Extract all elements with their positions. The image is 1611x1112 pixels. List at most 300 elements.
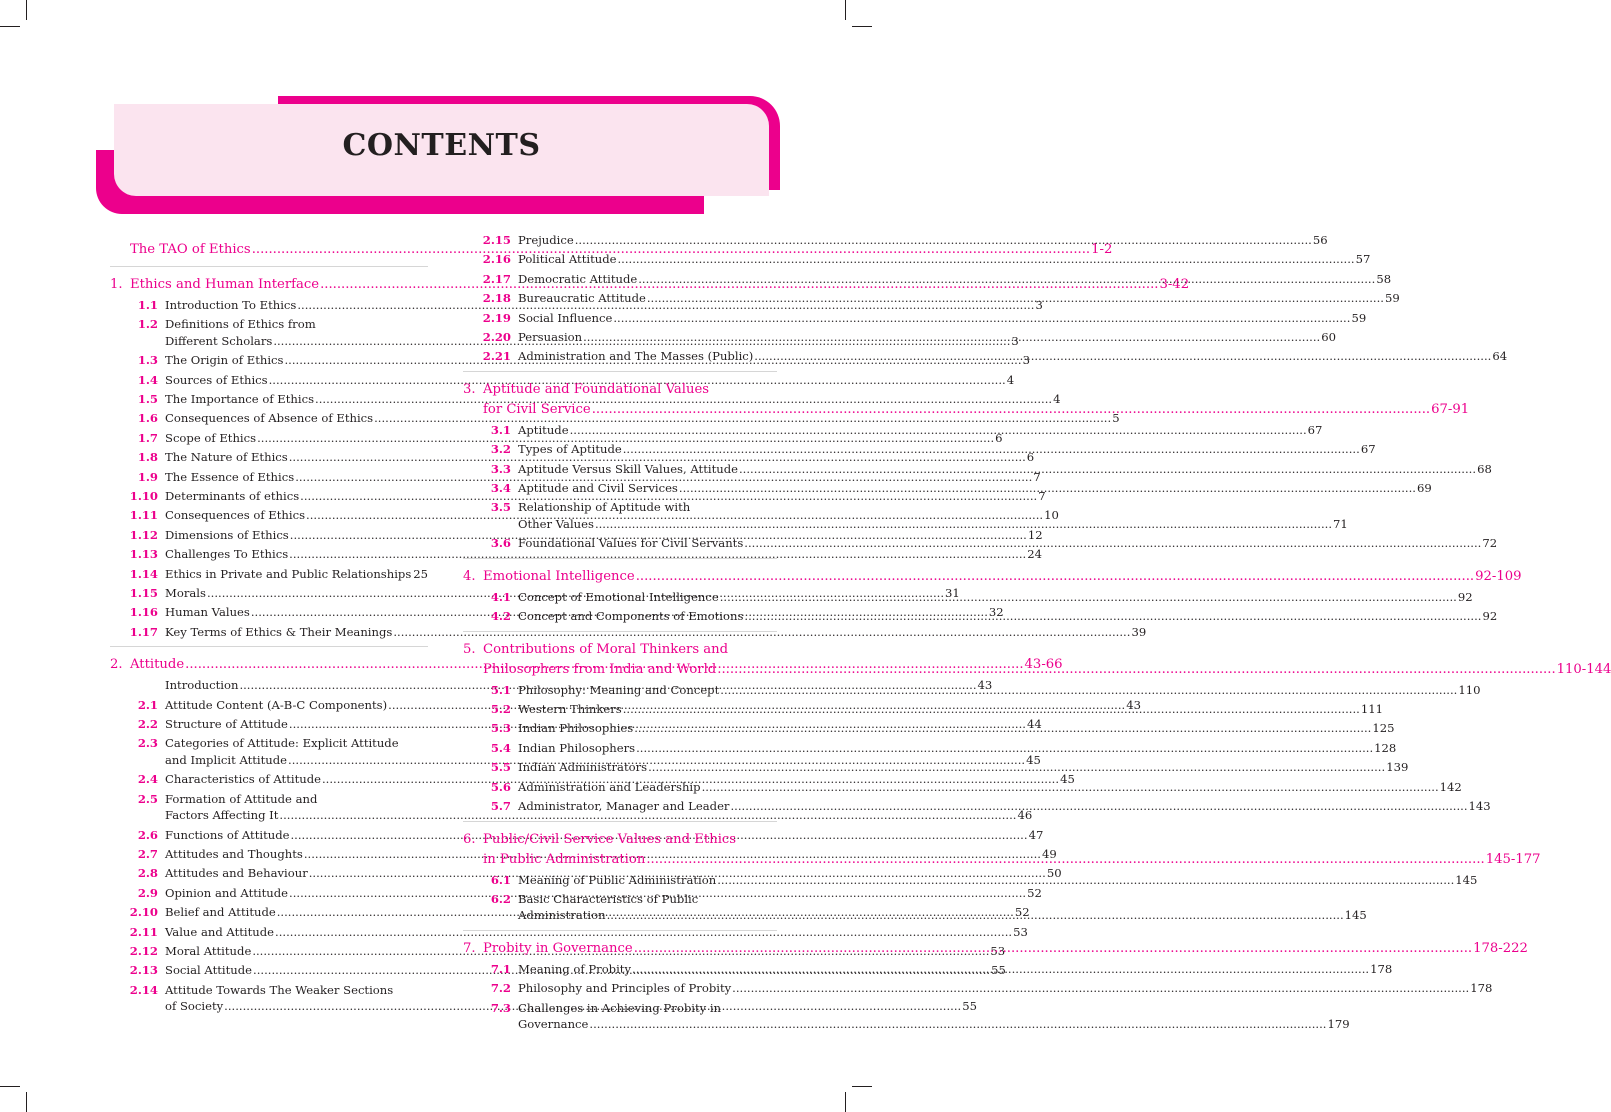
entry-title-line <box>165 624 1147 641</box>
entry-title: Attitude Content (A-B-C Components) <box>165 697 388 712</box>
entry-title: Consequences of Absence of Ethics <box>165 411 374 426</box>
entry-title-block <box>165 391 1061 408</box>
entry-page: 46 <box>1017 808 1033 823</box>
entry-page: 50 <box>1046 866 1062 881</box>
entry-page: 55 <box>991 963 1006 978</box>
entry-title-line <box>518 480 1432 497</box>
entry-title-line <box>518 461 1492 478</box>
chapter-pages: 145-177 <box>1485 851 1541 867</box>
entry-number: 5.3 <box>490 721 511 736</box>
entry-title-block <box>165 469 1041 486</box>
entry-title: Foundational Values for Civil Servants <box>518 536 744 551</box>
entry-page: 39 <box>1131 624 1147 639</box>
chapter-title: Public/Civil Service Values and Ethics <box>483 831 737 847</box>
entry-title-block <box>518 290 1400 307</box>
leader-dots <box>583 329 1320 346</box>
entry-page: 31 <box>945 585 960 600</box>
entry-title-line <box>165 566 428 583</box>
chapter-title: for Civil Service <box>483 401 591 417</box>
leader-dots <box>720 682 1457 699</box>
entry-title: Scope of Ethics <box>165 430 257 445</box>
entry-title-block <box>518 422 1323 439</box>
entry-title: Attitude Towards The Weaker Sections <box>165 982 394 997</box>
entry-number: 2.5 <box>137 791 158 806</box>
entry-page: 55 <box>962 999 977 1014</box>
toc-entry[interactable] <box>463 441 1376 458</box>
entry-title: Belief and Attitude <box>165 905 276 920</box>
leader-dots <box>648 759 1385 776</box>
entry-title: Introduction To Ethics <box>165 298 297 312</box>
leader-dots <box>638 271 1375 288</box>
entry-title: Indian Philosophers <box>518 740 636 755</box>
leader-dots <box>623 701 1360 718</box>
entry-number: 2.15 <box>482 233 511 247</box>
entry-title: Sources of Ethics <box>165 372 268 387</box>
entry-title: Challenges in Achieving Probity in <box>518 1000 722 1015</box>
entry-page: 43 <box>977 678 993 693</box>
entry-page: 128 <box>1374 740 1397 755</box>
crop-mark <box>0 1086 20 1087</box>
entry-number: 1.13 <box>129 547 158 562</box>
entry-title: Human Values <box>165 605 250 620</box>
leader-dots <box>730 798 1467 815</box>
chapter-title-line <box>483 567 1522 587</box>
entry-title: Administrator, Manager and Leader <box>518 799 730 814</box>
toc-chapter[interactable] <box>463 567 1522 587</box>
entry-number: 1.5 <box>137 392 158 407</box>
entry-number: 1.8 <box>137 450 158 465</box>
entry-title-block <box>518 480 1432 497</box>
chapter-title: Contributions of Moral Thinkers and <box>483 641 729 657</box>
crop-mark <box>845 1092 846 1112</box>
entry-page: 64 <box>1492 349 1508 364</box>
entry-title: Political Attitude <box>518 252 617 267</box>
entry-title-line <box>165 791 428 808</box>
toc-entry[interactable] <box>463 535 1498 552</box>
entry-page: 142 <box>1439 779 1462 794</box>
entry-title-line <box>518 251 1371 268</box>
entry-page: 52 <box>1014 905 1030 920</box>
entry-title: The Origin of Ethics <box>165 353 284 368</box>
entry-title: Western Thinkers <box>518 702 622 717</box>
entry-title: Concept and Components of Emotions <box>518 609 744 624</box>
entry-title: The Essence of Ethics <box>165 469 295 484</box>
entry-number: 3.3 <box>490 461 511 476</box>
entry-number: 5.7 <box>490 799 511 814</box>
entry-page: 10 <box>1044 508 1059 523</box>
entry-title: Consequences of Ethics <box>165 508 306 523</box>
toc-entry[interactable] <box>110 469 1041 486</box>
entry-number: 1.2 <box>137 317 158 332</box>
chapter-title-line <box>483 660 1611 680</box>
entry-title-line <box>518 441 1376 458</box>
entry-page: 3 <box>1022 353 1030 368</box>
entry-title: Philosophy: Meaning and Concept <box>518 682 720 697</box>
section-divider <box>463 371 777 372</box>
entry-title-block <box>518 232 1328 249</box>
entry-title: Morals <box>165 585 206 600</box>
leader-dots <box>589 1016 1326 1033</box>
entry-title-line <box>518 798 1491 815</box>
entry-title-line <box>165 410 1120 427</box>
chapter-title-block <box>483 380 1469 420</box>
entry-page: 92 <box>1457 589 1473 604</box>
toc-entry[interactable] <box>463 232 1328 249</box>
entry-number: 1.14 <box>129 566 158 581</box>
leader-dots <box>607 907 1344 924</box>
entry-page: 110 <box>1458 682 1481 697</box>
toc-entry[interactable] <box>463 251 1371 268</box>
toc-entry[interactable] <box>463 348 1508 365</box>
chapter-pages: 92-109 <box>1475 568 1522 584</box>
entry-title-line <box>518 740 1397 757</box>
section-divider <box>110 266 428 267</box>
entry-title-line <box>165 982 428 999</box>
entry-title: Indian Administrators <box>518 760 648 775</box>
entry-number: 3.6 <box>490 536 511 551</box>
entry-title-block <box>165 624 1147 641</box>
chapter-number: 4. <box>463 568 476 584</box>
entry-page: 44 <box>1026 717 1042 732</box>
entry-title-block <box>518 441 1376 458</box>
chapter-title-line <box>483 400 1469 420</box>
entry-page: 67 <box>1307 422 1323 437</box>
entry-title: Indian Philosophies <box>518 721 634 736</box>
entry-number: 7.3 <box>490 1000 511 1015</box>
entry-title: Introduction <box>165 678 239 693</box>
entry-title-line <box>518 535 1498 552</box>
leader-dots <box>636 567 1474 587</box>
crop-mark <box>0 26 20 27</box>
leader-dots <box>754 348 1491 365</box>
entry-title-block <box>518 329 1336 346</box>
chapter-title-line <box>483 850 1541 870</box>
toc-entry[interactable] <box>110 566 428 583</box>
entry-title: of Society <box>165 999 224 1014</box>
entry-title-line <box>518 348 1508 365</box>
entry-title-line <box>165 807 1033 824</box>
entry-title-line <box>518 516 1348 533</box>
entry-number: 2.2 <box>137 717 158 732</box>
toc-entry[interactable] <box>110 430 1003 447</box>
entry-page: 59 <box>1384 291 1400 306</box>
chapter-title-block <box>483 830 1541 870</box>
chapter-title-line <box>483 380 1469 400</box>
chapter-number: 3. <box>463 381 476 397</box>
entry-page: 69 <box>1416 481 1432 496</box>
chapter-title-block <box>483 640 1611 680</box>
chapter-title: Ethics and Human Interface <box>130 277 320 292</box>
entry-page: 125 <box>1372 721 1395 736</box>
crop-mark <box>845 0 846 20</box>
entry-page: 4 <box>1053 392 1061 407</box>
entry-title-line <box>165 430 1003 447</box>
toc-entry[interactable] <box>463 980 1493 997</box>
entry-title: Attitudes and Thoughts <box>165 846 303 861</box>
entry-title-block <box>518 461 1492 478</box>
entry-page: 49 <box>1041 846 1057 861</box>
entry-title: Philosophy and Principles of Probity <box>518 981 732 996</box>
entry-title-block <box>518 798 1491 815</box>
chapter-pages: 67-91 <box>1431 401 1470 417</box>
chapter-title-line <box>483 830 1541 850</box>
entry-page: 145 <box>1344 908 1367 923</box>
entry-title-line <box>518 232 1328 249</box>
entry-title-block <box>165 566 428 583</box>
entry-title-block <box>518 535 1498 552</box>
entry-number: 5.2 <box>490 702 511 717</box>
entry-page: 45 <box>1026 752 1041 767</box>
entry-page: 143 <box>1468 799 1491 814</box>
chapter-title-line <box>483 640 1611 660</box>
entry-title-line <box>165 735 428 752</box>
entry-title: Democratic Attitude <box>518 271 638 286</box>
toc-entry[interactable] <box>110 624 1147 641</box>
chapter-title: in Public Administration <box>483 851 646 867</box>
chapter-number: 7. <box>463 940 476 956</box>
entry-title: Definitions of Ethics from <box>165 317 316 332</box>
entry-number: 2.3 <box>137 736 158 751</box>
entry-page: 52 <box>1027 885 1042 900</box>
entry-title: Different Scholars <box>165 333 273 348</box>
entry-number: 1.15 <box>129 585 158 600</box>
entry-title: Attitudes and Behaviour <box>165 866 308 881</box>
entry-number: 2.13 <box>129 963 158 978</box>
entry-title: Opinion and Attitude <box>165 885 289 900</box>
leader-dots <box>744 535 1481 552</box>
entry-title-line <box>518 422 1323 439</box>
chapter-title: Probity in Governance <box>483 940 633 956</box>
entry-title-line <box>518 1000 777 1017</box>
entry-page: 178 <box>1470 981 1493 996</box>
entry-page: 57 <box>1355 252 1371 267</box>
entry-title-block <box>165 410 1120 427</box>
toc-entry[interactable] <box>463 310 1367 327</box>
section-divider <box>110 646 428 647</box>
entry-page: 6 <box>995 430 1003 445</box>
entry-title: Aptitude and Civil Services <box>518 481 678 496</box>
entry-number: 1.10 <box>129 489 158 504</box>
toc-entry[interactable] <box>463 798 1491 815</box>
entry-page: 72 <box>1482 536 1498 551</box>
entry-number: 1.3 <box>137 353 158 368</box>
crop-mark <box>26 0 27 20</box>
entry-number: 4.2 <box>490 609 511 624</box>
entry-page: 60 <box>1321 329 1336 344</box>
entry-title-line <box>165 391 1061 408</box>
chapter-number <box>110 240 130 260</box>
section-divider <box>463 930 777 931</box>
leader-dots <box>732 980 1469 997</box>
entry-page: 3 <box>1011 333 1019 348</box>
entry-title-block <box>165 924 1028 941</box>
entry-title: Factors Affecting It <box>165 808 279 823</box>
entry-page: 56 <box>1312 233 1328 247</box>
chapter-title: The TAO of Ethics <box>130 242 251 257</box>
entry-number: 2.9 <box>137 885 158 900</box>
leader-dots <box>679 480 1416 497</box>
entry-number: 2.17 <box>482 271 511 286</box>
entry-page: 47 <box>1028 827 1044 842</box>
entry-number: 2.6 <box>137 827 158 842</box>
leader-dots <box>618 251 1355 268</box>
toc-entry[interactable] <box>463 461 1492 478</box>
page-title: CONTENTS <box>342 128 541 163</box>
entry-title: Basic Characteristics of Public <box>518 891 699 906</box>
crop-mark <box>852 1086 872 1087</box>
leader-dots <box>647 290 1384 307</box>
leader-dots <box>575 232 1312 249</box>
entry-page: 7 <box>1038 489 1046 504</box>
toc-entry[interactable] <box>110 546 1042 563</box>
entry-title: Aptitude <box>518 422 569 437</box>
entry-number: 5.4 <box>490 740 511 755</box>
toc-chapter[interactable] <box>463 380 1470 420</box>
toc-entry[interactable] <box>463 290 1400 307</box>
entry-number: 1.7 <box>137 430 158 445</box>
entry-page: 178 <box>1370 961 1393 976</box>
entry-number: 1.16 <box>129 605 158 620</box>
chapter-pages: 178-222 <box>1473 940 1528 956</box>
entry-title: Concept of Emotional Intelligence <box>518 589 719 604</box>
entry-title: Bureaucratic Attitude <box>518 291 646 306</box>
entry-number: 1.6 <box>137 411 158 426</box>
entry-page: 145 <box>1455 872 1478 887</box>
entry-number: 2.16 <box>482 252 511 267</box>
entry-title: Social Attitude <box>165 963 253 978</box>
crop-mark <box>852 26 872 27</box>
entry-number: 3.2 <box>490 442 511 457</box>
leader-dots <box>702 779 1439 796</box>
toc-entry[interactable] <box>110 924 1028 941</box>
chapter-number: 2. <box>110 657 123 673</box>
entry-title: Ethics in Private and Public Relationships <box>165 566 412 581</box>
chapter-title-line <box>483 939 1528 959</box>
entry-number: 2.20 <box>482 329 511 344</box>
chapter-pages: 1-2 <box>1091 242 1113 257</box>
leader-dots <box>636 740 1373 757</box>
entry-number: 1.4 <box>137 372 158 387</box>
entry-title: Aptitude Versus Skill Values, Attitude <box>518 461 738 476</box>
entry-number: 2.10 <box>129 905 158 920</box>
entry-number: 5.6 <box>490 779 511 794</box>
entry-title: Other Values <box>518 516 594 531</box>
entry-number: 3.5 <box>490 500 511 515</box>
entry-page: 4 <box>1006 372 1015 387</box>
section-divider <box>463 631 777 632</box>
toc-entry[interactable] <box>463 740 1397 757</box>
entry-number: 3.1 <box>490 422 511 437</box>
entry-number: 2.11 <box>129 924 158 939</box>
entry-title: Relationship of Aptitude with <box>518 500 691 515</box>
chapter-title: Attitude <box>130 657 185 673</box>
leader-dots <box>646 850 1484 870</box>
entry-title-block <box>165 546 1042 563</box>
entry-page: 24 <box>1027 547 1042 562</box>
entry-number: 2.14 <box>129 982 158 997</box>
entry-number: 5.5 <box>490 760 511 775</box>
entry-title-block <box>518 740 1397 757</box>
entry-title: Structure of Attitude <box>165 717 288 732</box>
entry-title: Governance <box>518 1017 589 1032</box>
entry-title: Persuasion <box>518 329 583 344</box>
entry-title-line <box>518 329 1336 346</box>
leader-dots <box>634 939 1472 959</box>
entry-title-block <box>518 980 1493 997</box>
entry-page: 92 <box>1482 609 1498 624</box>
entry-number: 2.12 <box>129 943 158 958</box>
leader-dots <box>634 720 1371 737</box>
toc-entry[interactable] <box>463 480 1432 497</box>
entry-page: 179 <box>1327 1017 1350 1032</box>
entry-title: Administration and The Masses (Public) <box>518 349 754 364</box>
entry-page: 43 <box>1126 697 1141 712</box>
section-divider <box>463 558 777 559</box>
entry-number: 2.18 <box>482 291 511 306</box>
entry-title: Social Influence <box>518 310 613 325</box>
toc-entry[interactable] <box>110 410 1120 427</box>
chapter-pages: 43-66 <box>1024 657 1063 673</box>
entry-title: Categories of Attitude: Explicit Attitude <box>165 736 399 751</box>
toc-entry[interactable] <box>110 391 1061 408</box>
entry-title: Moral Attitude <box>165 943 252 958</box>
toc-entry[interactable] <box>463 422 1323 439</box>
entry-title-line <box>518 499 777 516</box>
entry-title: Functions of Attitude <box>165 827 290 842</box>
entry-title-line <box>518 891 777 908</box>
entry-page: 45 <box>1060 772 1075 787</box>
entry-number: 3.4 <box>490 481 511 496</box>
chapter-number: 5. <box>463 641 476 657</box>
chapter-title-block <box>483 939 1528 959</box>
leader-dots <box>717 660 1555 680</box>
entry-title: Meaning of Probity <box>518 961 632 976</box>
entry-title: Administration and Leadership <box>518 779 701 794</box>
entry-title-block <box>165 430 1003 447</box>
toc-entry[interactable] <box>463 329 1336 346</box>
entry-title-line <box>165 546 1042 563</box>
entry-number: 1.1 <box>137 298 158 312</box>
entry-page: 58 <box>1376 271 1392 286</box>
chapter-number: 1. <box>110 277 123 292</box>
entry-title: Meaning of Public Administration <box>518 872 717 887</box>
entry-number: 2.4 <box>137 772 158 787</box>
entry-title-block <box>518 348 1508 365</box>
entry-page: 71 <box>1333 516 1348 531</box>
entry-title: Challenges To Ethics <box>165 547 289 562</box>
leader-dots <box>623 441 1360 458</box>
leader-dots <box>595 516 1332 533</box>
entry-number: 6.1 <box>490 872 511 887</box>
entry-title-line <box>165 316 428 333</box>
entry-page: 6 <box>1026 450 1035 465</box>
entry-title: Types of Aptitude <box>518 442 622 457</box>
entry-page: 3 <box>1035 298 1043 312</box>
section-divider <box>463 821 777 822</box>
leader-dots <box>613 310 1350 327</box>
entry-page: 59 <box>1351 310 1367 325</box>
leader-dots <box>717 872 1454 889</box>
chapter-number: 6. <box>463 831 476 847</box>
entry-page: 111 <box>1360 702 1383 717</box>
entry-title: Determinants of ethics <box>165 489 300 504</box>
entry-number: 2.1 <box>137 697 158 712</box>
leader-dots <box>720 589 1457 606</box>
entry-number: 2.7 <box>137 846 158 861</box>
chapter-pages: 110-144 <box>1556 661 1611 677</box>
entry-title: Prejudice <box>518 233 574 247</box>
entry-title: Characteristics of Attitude <box>165 772 321 787</box>
